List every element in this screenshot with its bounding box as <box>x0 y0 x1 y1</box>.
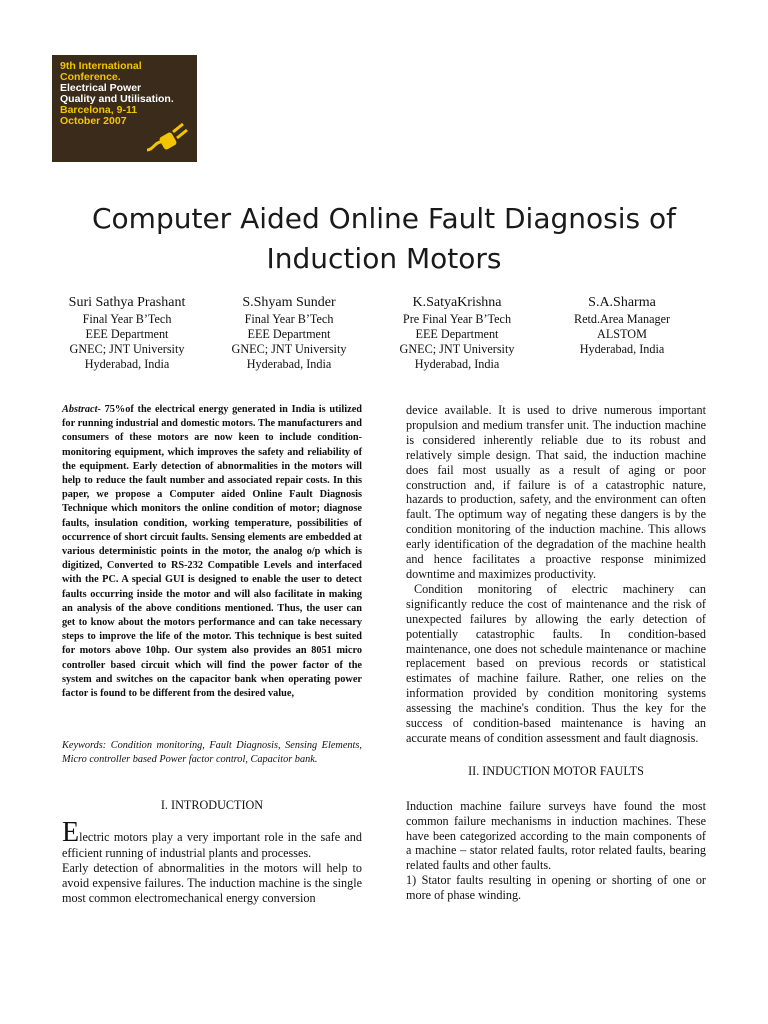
body-paragraph: 1) Stator faults resulting in opening or shorting of one or more of phase winding. <box>406 873 706 903</box>
logo-line: Electrical Power <box>60 82 142 94</box>
author-2 <box>214 294 364 372</box>
author-affil: Final Year B’Tech <box>244 312 334 326</box>
author-affil: Final Year B’Tech <box>82 312 172 326</box>
author-affil: GNEC; JNT University <box>231 342 347 356</box>
logo-line: Quality and Utilisation. <box>60 93 174 105</box>
abstract-text: 75%of the electrical energy generated in India is utilized for running industrial and domestic motors. The manufacturers and consumers of these motors are now keen to include condition-monitoring equipment, which improves the safety and reliability of the equipment. Early detection of abnormalities in the motors will help to reduce the fault number and associated repair costs. In this paper, we propose a Computer aided Online Fault Diagnosis Technique which monitors the online condition of motor; diagnose faults, insulation condition, working temperature, possibilities of occurrence of short circuit faults. Sensing elements are embedded at various deterministic points in the motor, the analog o/p which is digitized, Converted to RS-232 Compatible Levels and interfaced with the PC. A special GUI is designed to enable the user to detect faults occurring inside the motor and will also facilitate in making an analysis of the above conditions mentioned. Thus, the user can get to know about the motors performance and can take necessary steps to improve the life of the motor. This technique is best suited for motors above 10hp. Our system also provides an 8051 micro controller based circuit which will find the power factor of the system and switches on the capacitor bank when operating power factor is found to be different from the desired value, <box>62 404 362 700</box>
logo-line: 9th International <box>60 60 142 72</box>
author-4 <box>552 294 692 357</box>
logo-line: October 2007 <box>60 115 127 127</box>
abstract-label: Abstract- <box>62 404 101 415</box>
author-affil: Pre Final Year B’Tech <box>402 312 512 326</box>
author-affil: EEE Department <box>415 327 499 341</box>
author-affil: GNEC; JNT University <box>399 342 515 356</box>
author-name: Suri Sathya Prashant <box>68 295 186 310</box>
author-affil: Hyderabad, India <box>414 357 500 371</box>
author-name: S.A.Sharma <box>588 295 656 310</box>
right-column <box>406 403 706 903</box>
author-1 <box>52 294 202 372</box>
section-heading-faults: II. INDUCTION MOTOR FAULTS <box>468 763 644 778</box>
keywords: Keywords: Condition monitoring, Fault Diagnosis, Sensing Elements, Micro controller based Power factor control, Capacitor bank. <box>62 740 362 766</box>
author-affil: Hyderabad, India <box>84 357 170 371</box>
body-paragraph: Induction machine failure surveys have found the most common failure mechanisms in induction machines. These have been categorized according to the main components of a machine – stator related faults, rotor related faults, bearing related faults and other faults. <box>406 798 706 873</box>
title-line-1: Computer Aided Online Fault Diagnosis of <box>91 202 676 235</box>
body-paragraph: Condition monitoring of electric machinery can significantly reduce the cost of maintenance and the risk of unexpected failures by allowing the early detection of potentially catastrophic faults. In condition-based maintenance, one does not schedule maintenance or machine replacement based on previous records or statistical estimates of machine failure. Rather, one relies on the information provided by condition monitoring systems assessing the machine's condition. Thus the key for the success of condition-based maintenance is having an accurate means of condition assessment and fault diagnosis. <box>406 581 706 745</box>
paper-title <box>0 199 768 279</box>
author-3 <box>382 294 532 372</box>
author-affil: Hyderabad, India <box>246 357 332 371</box>
plug-icon <box>145 120 191 154</box>
author-affil: EEE Department <box>85 327 169 341</box>
section-heading-introduction: I. INTRODUCTION <box>160 798 264 812</box>
author-name: S.Shyam Sunder <box>242 295 336 310</box>
title-line-2: Induction Motors <box>266 242 502 275</box>
drop-cap: E <box>62 817 80 848</box>
author-affil: ALSTOM <box>597 327 647 341</box>
author-affil: Hyderabad, India <box>579 342 665 356</box>
author-affil: Retd.Area Manager <box>573 312 671 326</box>
author-affil: GNEC; JNT University <box>69 342 185 356</box>
logo-line: Conference. <box>60 71 121 83</box>
conference-logo <box>52 55 197 162</box>
abstract <box>62 403 362 701</box>
author-name: K.SatyaKrishna <box>412 295 502 310</box>
body-paragraph: device available. It is used to drive numerous important propulsion and medium transfer unit. The induction machine is considered inherently reliable due to its robust and relatively simple design. That said, the induction machine does fail most usually as a result of aging or poor construction and, if failure is of a catastrophic nature, hazards to production, safety, and the environment can often fault. The optimum way of negating these dangers is by the condition monitoring of the induction machine. This allows early identification of the degradation of the machine health and hence facilitates a proactive response minimized downtime and maximizes productivity. <box>406 403 706 581</box>
author-affil: EEE Department <box>247 327 331 341</box>
logo-line: Barcelona, 9-11 <box>60 104 138 116</box>
intro-paragraph-2: Early detection of abnormalities in the motors will help to avoid expensive failures. The induction machine is the single most common electromechanical energy conversion <box>62 860 362 905</box>
introduction-text <box>62 817 362 906</box>
intro-paragraph-1: lectric motors play a very important role in the safe and efficient running of industrial plants and processes. <box>62 830 362 860</box>
